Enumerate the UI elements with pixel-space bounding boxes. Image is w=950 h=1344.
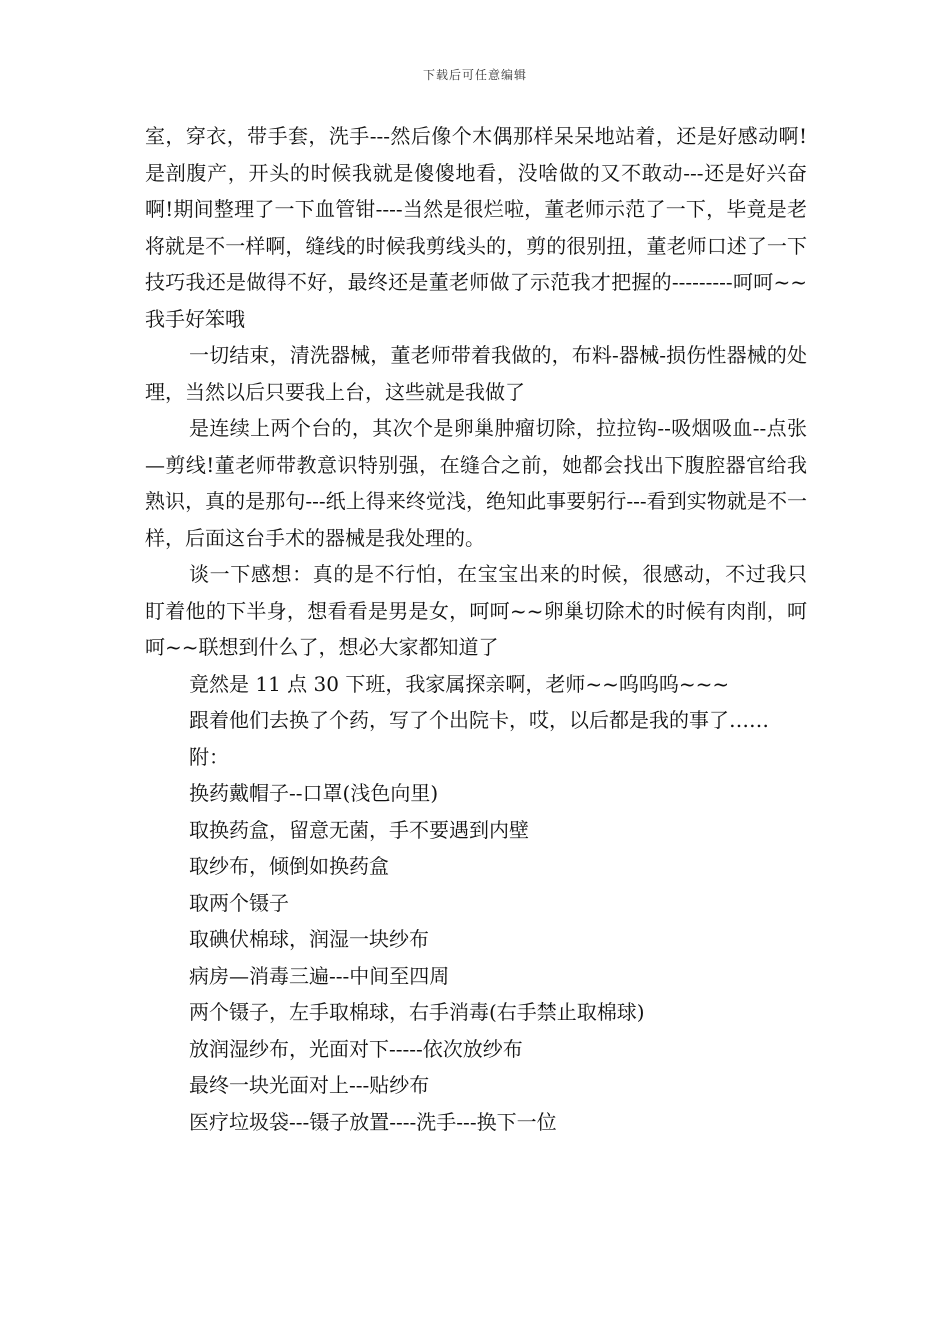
- page-header: 下载后可任意编辑: [422, 68, 527, 82]
- list-item: 最终一块光面对上---贴纱布: [189, 1073, 430, 1097]
- list-item: 医疗垃圾袋---镊子放置----洗手---换下一位: [189, 1109, 557, 1134]
- list-item: 取两个镊子: [189, 890, 289, 915]
- paragraph-1: 室，穿衣，带手套，洗手---然后像个木偶那样呆呆地站着，还是好感动啊!是剖腹产，开头的时候我就是傻傻地看，没啥做的又不敢动---还是好兴奋啊!期间整理了一下血管钳----当然是很烂啦，董老师示范了一下，毕竟是老将就是不一样啊，缝线的时候我剪线头的，剪的很别扭，董老师口述了一下技巧我还是做得不好，最终还是董老师做了示范我才把握的---------呵呵~~我手好笨哦: [145, 124, 807, 331]
- paragraph-4: 谈一下感想：真的是不行怕，在宝宝出来的时候，很感动，不过我只盯着他的下半身，想看看是男是女，呵呵~~卵巢切除术的时候有肉削，呵呵~~联想到什么了，想必大家都知道了: [145, 562, 807, 659]
- appendix-list: [145, 775, 807, 1140]
- list-item: 放润湿纱布，光面对下-----依次放纱布: [189, 1036, 523, 1061]
- paragraph-6: 跟着他们去换了个药，写了个出院卡，哎，以后都是我的事了……: [189, 708, 769, 732]
- appendix-title: 附：: [189, 744, 229, 769]
- list-item: 取碘伏棉球，润湿一块纱布: [189, 927, 429, 951]
- paragraph-3: 是连续上两个台的，其次个是卵巢肿瘤切除，拉拉钩--吸烟吸血--点张—剪线!董老师带教意识特别强，在缝合之前，她都会找出下腹腔器官给我熟识，真的是那句---纸上得来终觉浅，绝知此事要躬行---看到实物就是不一样，后面这台手术的器械是我处理的。: [145, 416, 807, 550]
- list-item: 两个镊子，左手取棉球，右手消毒(右手禁止取棉球): [189, 1000, 645, 1024]
- paragraph-2: 一切结束，清洗器械，董老师带着我做的，布料-器械-损伤性器械的处理，当然以后只要我上台，这些就是我做了: [145, 343, 807, 404]
- list-item: 取纱布，倾倒如换药盒: [189, 854, 389, 878]
- document-body: [145, 118, 807, 1140]
- list-item: 取换药盒，留意无菌，手不要遇到内壁: [189, 817, 529, 842]
- list-item: 病房—消毒三遍---中间至四周: [189, 963, 450, 988]
- list-item: 换药戴帽子--口罩(浅色向里): [189, 781, 439, 805]
- paragraph-5: 竟然是 11 点 30 下班，我家属探亲啊，老师~~呜呜呜~~~: [189, 671, 730, 696]
